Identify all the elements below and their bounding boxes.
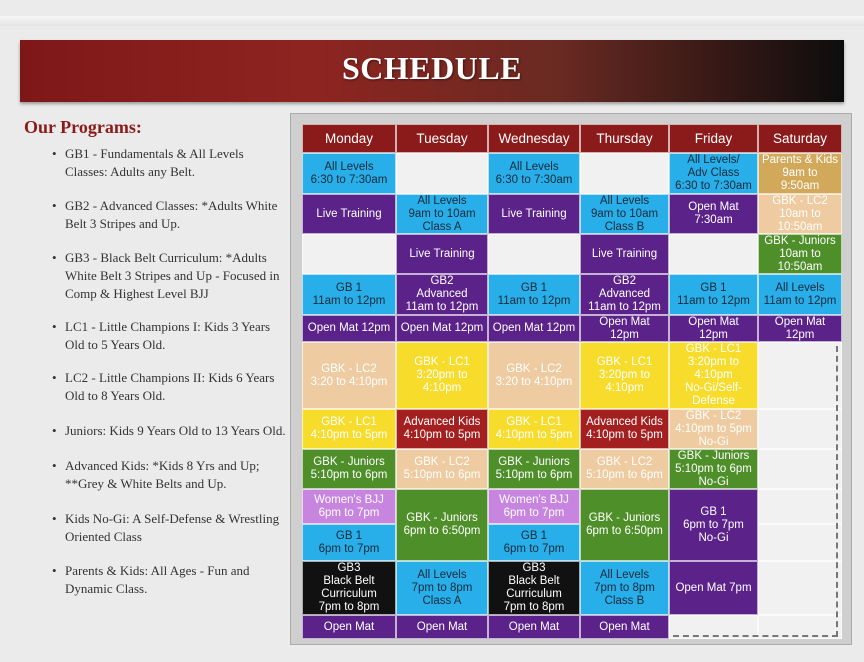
class-cell-friday-gb-1 xyxy=(669,489,758,561)
program-item-advanced-kids: • Advanced Kids: *Kids 8 Yrs and Up; **Grey & White Belts and Up. xyxy=(50,457,288,493)
class-cell-tuesday-gbk-juniors xyxy=(396,489,488,561)
class-cell-wednesday-gbk-juniors xyxy=(488,449,580,489)
class-cell-wednesday-women-s-bjj xyxy=(488,489,580,524)
class-cell-saturday-all-levels xyxy=(758,274,842,315)
class-cell-wednesday-open-mat xyxy=(488,615,580,639)
class-cell-text: All Levels 9am to 10am Class A xyxy=(408,194,476,233)
class-cell-tuesday-all-levels xyxy=(396,561,488,615)
day-header-friday: Friday xyxy=(669,124,758,153)
class-cell-saturday-empty xyxy=(758,409,842,449)
class-cell-text: GBK - Juniors 10am to 10:50am xyxy=(764,234,836,273)
class-cell-monday-open-mat xyxy=(302,615,396,639)
class-cell-text: GBK - Juniors 6pm to 6:50pm xyxy=(403,512,481,537)
class-cell-text: Open Mat 12pm xyxy=(307,322,391,334)
class-cell-text: GB 1 6pm to 7pm xyxy=(318,529,380,555)
class-cell-text: Open Mat xyxy=(599,620,650,633)
day-header-wednesday: Wednesday xyxy=(488,124,580,153)
class-cell-text: GBK - LC1 4:10pm to 5pm xyxy=(310,416,388,441)
programs-title: Our Programs: xyxy=(24,117,142,137)
class-cell-text: Open Mat xyxy=(508,620,560,633)
class-cell-text: All Levels 6:30 to 7:30am xyxy=(310,160,388,186)
class-cell-friday-gbk-juniors xyxy=(669,449,758,489)
class-cell-text: GBK - Juniors 5:10pm to 6pm No-Gi xyxy=(675,449,752,488)
class-cell-tuesday-all-levels xyxy=(396,194,488,234)
class-cell-wednesday-gb-1 xyxy=(488,524,580,561)
class-cell-saturday-empty xyxy=(758,449,842,489)
class-cell-text: Open Mat xyxy=(323,620,375,633)
class-cell-text: GBK - Juniors 6pm to 6:50pm xyxy=(586,512,663,537)
class-cell-friday-gb-1 xyxy=(669,274,758,315)
class-cell-wednesday-gbk-lc1 xyxy=(488,409,580,449)
class-cell-text: Parents & Kids 9am to 9:50am xyxy=(761,154,839,192)
class-cell-thursday-all-levels xyxy=(580,561,669,615)
class-cell-text: GBK - LC2 5:10pm to 6pm xyxy=(403,456,481,481)
class-cell-thursday-gbk-lc2 xyxy=(580,449,669,489)
class-cell-text: All Levels 11am to 12pm xyxy=(763,281,837,307)
schedule-banner xyxy=(20,40,844,102)
class-cell-thursday-empty xyxy=(580,153,669,194)
class-cell-wednesday-gb3 xyxy=(488,561,580,615)
program-item-lc1: • LC1 - Little Champions I: Kids 3 Years Old to 5 Years Old. xyxy=(50,318,288,354)
class-cell-friday-open-mat-7pm xyxy=(669,561,758,615)
class-cell-text: GB 1 11am to 12pm xyxy=(497,281,571,307)
class-cell-text: GBK - LC2 3:20 to 4:10pm xyxy=(310,362,388,388)
class-cell-saturday-empty xyxy=(758,342,842,409)
class-cell-tuesday-live-training xyxy=(396,234,488,274)
programs-list xyxy=(50,143,288,598)
class-cell-text: GB 1 11am to 12pm xyxy=(312,281,386,307)
class-cell-text: All Levels 7pm to 8pm Class A xyxy=(411,568,473,607)
class-cell-text: GBK - LC1 3:20pm to 4:10pm xyxy=(596,356,653,394)
class-cell-thursday-gbk-lc1 xyxy=(580,342,669,409)
class-cell-friday-gbk-lc2 xyxy=(669,409,758,449)
program-item-juniors: • Juniors: Kids 9 Years Old to 13 Years Old. xyxy=(50,422,288,440)
class-cell-friday-open-mat xyxy=(669,315,758,342)
class-cell-text: GBK - LC2 10am to 10:50am xyxy=(772,194,828,233)
program-item-kids-no-gi: • Kids No-Gi: A Self-Defense & Wrestling Oriented Class xyxy=(50,510,288,546)
class-cell-text: GBK - LC2 4:10pm to 5pm No-Gi xyxy=(675,409,752,448)
class-cell-friday-all-levels xyxy=(669,153,758,194)
class-cell-text: Open Mat xyxy=(416,620,468,633)
class-cell-friday-empty xyxy=(669,615,758,639)
class-cell-text: Open Mat 12pm xyxy=(599,315,650,341)
class-cell-wednesday-gbk-lc2 xyxy=(488,342,580,409)
class-cell-monday-gb3 xyxy=(302,561,396,615)
class-cell-saturday-empty xyxy=(758,615,842,639)
class-cell-text: GBK - LC2 3:20 to 4:10pm xyxy=(495,362,573,388)
class-cell-saturday-empty xyxy=(758,524,842,561)
class-cell-text: Open Mat 12pm xyxy=(688,315,739,341)
class-cell-text: All Levels 7pm to 8pm Class B xyxy=(594,568,655,607)
top-rule xyxy=(0,16,864,26)
class-cell-thursday-open-mat xyxy=(580,615,669,639)
class-cell-text: GB3 Black Belt Curriculum 7pm to 8pm xyxy=(503,562,565,613)
class-cell-text: Open Mat 12pm xyxy=(400,322,484,334)
class-cell-text: GB2 Advanced 11am to 12pm xyxy=(405,275,479,313)
class-cell-wednesday-gb-1 xyxy=(488,274,580,315)
program-item-gb3: • GB3 - Black Belt Curriculum: *Adults White Belt 3 Stripes and Up - Focused in Comp & Highest Level BJJ xyxy=(50,249,288,303)
class-cell-text: Live Training xyxy=(316,207,382,220)
class-cell-tuesday-open-mat-12pm xyxy=(396,315,488,342)
class-cell-tuesday-empty xyxy=(396,153,488,194)
class-cell-text: GBK - LC1 3:20pm to 4:10pm xyxy=(414,356,470,394)
program-item-gb2: • GB2 - Advanced Classes: *Adults White Belt 3 Stripes and Up. xyxy=(50,197,288,233)
class-cell-text: GBK - LC1 3:20pm to 4:10pm No-Gi/Self- Defense xyxy=(685,343,742,407)
class-cell-thursday-gbk-juniors xyxy=(580,489,669,561)
class-cell-monday-women-s-bjj xyxy=(302,489,396,524)
class-cell-wednesday-open-mat-12pm xyxy=(488,315,580,342)
class-cell-tuesday-gbk-lc1 xyxy=(396,342,488,409)
class-cell-tuesday-gbk-lc2 xyxy=(396,449,488,489)
program-item-gb1: • GB1 - Fundamentals & All Levels Classes: Adults any Belt. xyxy=(50,145,288,181)
class-cell-tuesday-open-mat xyxy=(396,615,488,639)
class-cell-text: Live Training xyxy=(501,207,567,220)
day-header-monday: Monday xyxy=(302,124,396,153)
class-cell-wednesday-empty xyxy=(488,234,580,274)
class-cell-saturday-gbk-juniors xyxy=(758,234,842,274)
class-cell-text: GB 1 11am to 12pm xyxy=(677,281,750,307)
class-cell-saturday-empty xyxy=(758,489,842,524)
class-cell-thursday-advanced-kids xyxy=(580,409,669,449)
class-cell-text: Live Training xyxy=(409,247,475,260)
class-cell-text: GBK - Juniors 5:10pm to 6pm xyxy=(310,456,388,481)
class-cell-text: GB 1 6pm to 7pm No-Gi xyxy=(683,505,744,544)
class-cell-wednesday-live-training xyxy=(488,194,580,234)
class-cell-saturday-empty xyxy=(758,561,842,615)
class-cell-monday-open-mat-12pm xyxy=(302,315,396,342)
class-cell-text: All Levels 6:30 to 7:30am xyxy=(495,160,573,186)
class-cell-text: Open Mat 7pm xyxy=(675,581,752,594)
class-cell-text: Advanced Kids 4:10pm to 5pm xyxy=(586,416,663,441)
class-cell-thursday-all-levels xyxy=(580,194,669,234)
class-cell-monday-gbk-lc1 xyxy=(302,409,396,449)
class-cell-saturday-parents-kids xyxy=(758,153,842,194)
class-cell-monday-empty xyxy=(302,234,396,274)
class-cell-text: GBK - LC2 5:10pm to 6pm xyxy=(586,456,663,481)
day-header-saturday: Saturday xyxy=(758,124,842,153)
class-cell-text: GB3 Black Belt Curriculum 7pm to 8pm xyxy=(318,562,380,613)
day-header-tuesday: Tuesday xyxy=(396,124,488,153)
class-cell-text: GB 1 6pm to 7pm xyxy=(503,529,565,555)
class-cell-text: Open Mat 7:30am xyxy=(688,201,739,226)
class-cell-thursday-live-training xyxy=(580,234,669,274)
class-cell-wednesday-all-levels xyxy=(488,153,580,194)
class-cell-tuesday-advanced-kids xyxy=(396,409,488,449)
program-item-lc2: • LC2 - Little Champions II: Kids 6 Years Old to 8 Years Old. xyxy=(50,369,288,405)
class-cell-thursday-gb2 xyxy=(580,274,669,315)
class-cell-friday-gbk-lc1 xyxy=(669,342,758,409)
class-cell-monday-gb-1 xyxy=(302,524,396,561)
class-cell-monday-all-levels xyxy=(302,153,396,194)
class-cell-monday-live-training xyxy=(302,194,396,234)
class-cell-friday-open-mat xyxy=(669,194,758,234)
class-cell-text: GBK - LC1 4:10pm to 5pm xyxy=(495,416,573,441)
class-cell-text: Women's BJJ 6pm to 7pm xyxy=(314,493,384,519)
class-cell-friday-empty xyxy=(669,234,758,274)
class-cell-saturday-gbk-lc2 xyxy=(758,194,842,234)
class-cell-text: GB2 Advanced 11am to 12pm xyxy=(588,275,661,313)
class-cell-thursday-open-mat xyxy=(580,315,669,342)
class-cell-text: Women's BJJ 6pm to 7pm xyxy=(499,493,569,519)
class-cell-monday-gbk-juniors xyxy=(302,449,396,489)
class-cell-text: Open Mat 12pm xyxy=(774,315,826,341)
class-cell-text: Live Training xyxy=(591,247,658,260)
class-cell-text: Open Mat 12pm xyxy=(492,322,576,334)
banner-title: SCHEDULE xyxy=(341,50,523,86)
class-cell-text: All Levels/ Adv Class 6:30 to 7:30am xyxy=(675,154,752,192)
class-cell-text: Advanced Kids 4:10pm to 5pm xyxy=(403,416,481,441)
class-cell-tuesday-gb2 xyxy=(396,274,488,315)
program-item-parents-kids: • Parents & Kids: All Ages - Fun and Dynamic Class. xyxy=(50,562,288,598)
class-cell-monday-gbk-lc2 xyxy=(302,342,396,409)
class-cell-text: GBK - Juniors 5:10pm to 6pm xyxy=(495,456,573,481)
class-cell-text: All Levels 9am to 10am Class B xyxy=(590,194,659,233)
class-cell-monday-gb-1 xyxy=(302,274,396,315)
day-header-thursday: Thursday xyxy=(580,124,669,153)
class-cell-saturday-open-mat xyxy=(758,315,842,342)
